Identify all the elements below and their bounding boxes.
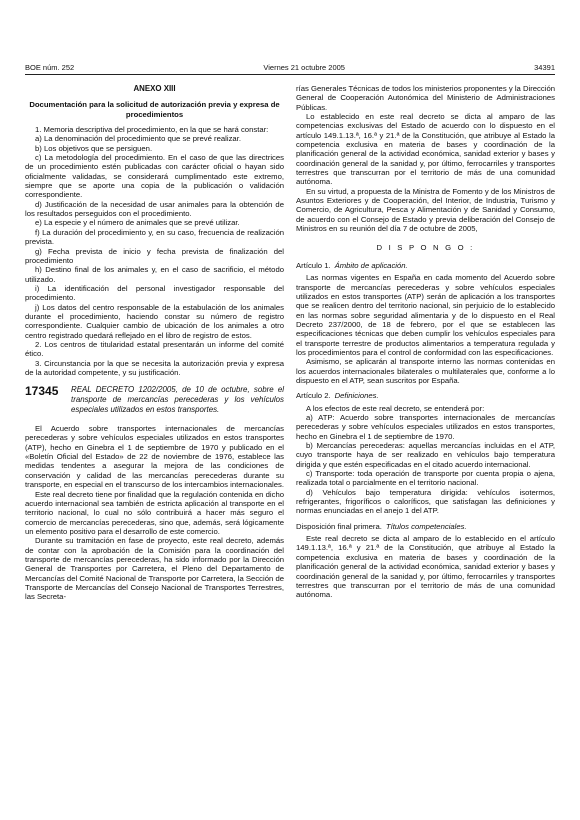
annex-paragraph: f) La duración del procedimiento y, en su caso, frecuencia de realización prevista. (25, 227, 284, 247)
decree-title: REAL DECRETO 1202/2005, de 10 de octubre, sobre el transporte de mercancías perecederas y los vehículos especiales utilizados en estos transportes. (71, 385, 284, 414)
article-1-label: Artículo 1. (296, 260, 331, 270)
article-1-paragraph: Asimismo, se aplicarán al transporte interno las normas contenidas en los acuerdos internacionales bilaterales o multilaterales que, conforme a lo dispuesto en el ATP, sean suscritos por España. (296, 357, 555, 385)
body-paragraph: Este real decreto tiene por finalidad que la regulación contenida en dicho acuerdo internacional sea también de estricta aplicación al transporte en el territorio nacional, lo cual no sólo contribuirá a hacer más seguro el comercio de mercancías perecederas, sino que, además, será lógicamente un elemento positivo para el desarrollo de este comercio. (25, 489, 284, 536)
annex-paragraph: 3. Circunstancia por la que se necesita la autorización previa y expresa de la autoridad competente, y su justificación. (25, 358, 284, 377)
annex-title: ANEXO XIII (133, 84, 176, 93)
article-2-label: Artículo 2. (296, 391, 331, 401)
annex-paragraph: 2. Los centros de titularidad estatal presentarán un informe del comité ético. (25, 339, 284, 359)
header-date: Viernes 21 octubre 2005 (263, 63, 345, 72)
right-column (296, 84, 555, 600)
article-1-heading (296, 261, 555, 270)
body-paragraph: Durante su tramitación en fase de proyecto, este real decreto, además de contar con la aprobación de la Comisión para la coordinación del transporte de mercancías perecederas, ha sido informado por la Dirección General de Transportes por Carretera, el Pleno del Departamento de Mercancías del Comité Nacional de Transporte por Carretera, la Sección de Transporte de Mercancías del Consejo Nacional de Transportes Terrestres, las Secreta- (25, 536, 284, 602)
final-provision-paragraph: Este real decreto se dicta al amparo de lo establecido en el artículo 149.1.13.ª, 16.ª y 21.ª de la Constitución, que atribuye al Estado la competencia exclusiva en materia de bases y coordinación de la planificación general de la actividad económica, sanidad exterior y bases y coordinación general de la sanidad y, por último, ferrocarriles y transportes terrestres que transcurran por el territorio de más de una comunidad autónoma. (296, 534, 555, 600)
article-2-paragraph: a) ATP: Acuerdo sobre transportes internacionales de mercancías perecederas y sobre vehículos especiales utilizados en estos transportes, hecho en Ginebra el 1 de septiembre de 1970. (296, 413, 555, 441)
annex-paragraph: e) La especie y el número de animales que se prevé utilizar. (35, 218, 240, 228)
article-2-title: Definiciones. (334, 391, 379, 401)
decree-number: 17345 (25, 384, 59, 399)
article-1-paragraph: Las normas vigentes en España en cada momento del Acuerdo sobre transporte de mercancías perecederas y sobre vehículos especiales utilizados en estos transportes (ATP) serán de aplicación a los transportes que se realicen dentro del territorio nacional, sin perjuicio de lo establecido en las normas sobre seguridad alimentaria y de lo dispuesto en el Real Decreto 237/2000, de 18 de febrero, por el que se establecen las especificaciones técnicas que deben cumplir los vehículos especiales para el transporte terrestre de productos alimentarios a temperatura regulada y los procedimientos para el control de conformidad con las especificaciones. (296, 273, 555, 357)
annex-paragraph: j) Los datos del centro responsable de la estabulación de los animales durante el procedimiento, haciendo constar su número de registro correspondiente. Cualquier cambio de ubicación de los animales a otro centro registrado quedará reflejado en el libro de registro de estos. (25, 302, 284, 340)
body-paragraph: El Acuerdo sobre transportes internacionales de mercancías perecederas y sobre vehículos especiales utilizados en estos transportes (ATP), hecho en Ginebra el 1 de septiembre de 1970 y publicado en el «Boletín Oficial del Estado» de 22 de noviembre de 1976, establece las medidas tendentes a asegurar la mejora de las condiciones de conservación y calidad de las mercancías perecederas durante su transporte, en especial en el transcurso de los intercambios internacionales. (25, 424, 284, 490)
annex-paragraph: g) Fecha prevista de inicio y fecha prevista de finalización del procedimiento (25, 246, 284, 265)
annex-paragraph: c) La metodología del procedimiento. En el caso de que las directrices de un procedimiento estén publicadas con carácter oficial o hayan sido oficialmente validadas, se considerará cumplimentado este extremo, siempre que se aporte una copia de la publicación o validación correspondiente. (25, 153, 284, 200)
article-1-title: Ámbito de aplicación. (334, 260, 408, 270)
annex-paragraph: i) La identificación del personal investigador responsable del procedimiento. (25, 283, 284, 303)
article-2-heading (296, 391, 555, 400)
dispongo-heading: D I S P O N G O : (376, 242, 475, 252)
final-provision-heading (296, 522, 555, 531)
body-paragraph: En su virtud, a propuesta de la Ministra de Fomento y de los Ministros de Asuntos Exteriores y de Cooperación, del Interior, de Industria, Turismo y Comercio, de Agricultura, Pesca y Alimentación y de Sanidad y Consumo, de acuerdo con el Consejo de Estado y previa deliberación del Consejo de Ministros en su reunión del día 7 de octubre de 2005, (296, 186, 555, 234)
body-paragraph: rías Generales Técnicas de todos los ministerios proponentes y la Dirección General de Cooperación Autonómica del Ministerio de Administraciones Públicas. (296, 84, 555, 112)
annex-paragraph: b) Los objetivos que se persiguen. (35, 143, 153, 153)
article-2-paragraph: A los efectos de este real decreto, se entenderá por: (306, 403, 485, 413)
decree-heading (25, 385, 284, 414)
annex-paragraph: d) Justificación de la necesidad de usar animales para la obtención de los resultados perseguidos con el procedimiento. (25, 199, 284, 219)
article-2-paragraph: d) Vehículos bajo temperatura dirigida: vehículos isotermos, refrigerantes, frigoríficos o caloríficos, que satisfagan las definiciones y normas enunciadas en el anejo 1 del ATP. (296, 487, 555, 516)
header-page-number: 34391 (534, 63, 555, 72)
annex-paragraph: a) La denominación del procedimiento que se prevé realizar. (35, 134, 241, 144)
left-column (25, 84, 284, 602)
body-paragraph: Lo establecido en este real decreto se dicta al amparo de las competencias exclusivas del Estado de acuerdo con lo dispuesto en el artículo 149.1.13.ª, 16.ª y 21.ª de la Constitución, que atribuye al Estado la competencia exclusiva en materia de bases y coordinación de la planificación general de la actividad económica, sanidad exterior y bases y coordinación general de la sanidad y, por último, ferrocarriles y transportes terrestres que transcurran por el territorio de más de una comunidad autónoma. (296, 112, 555, 187)
article-2-paragraph: c) Transporte: toda operación de transporte por cuenta propia o ajena, realizada total o parcialmente en el territorio nacional. (296, 469, 555, 488)
article-2-paragraph: b) Mercancías perecederas: aquellas mercancías incluidas en el ATP, cuyo transporte haya de ser realizado en vehículos bajo temperatura dirigida y que estén especificadas en el citado acuerdo internacional. (296, 441, 555, 469)
header-publication: BOE núm. 252 (25, 63, 75, 72)
final-provision-label: Disposición final primera. (296, 521, 382, 531)
header-rule (25, 74, 555, 75)
annex-paragraph: h) Destino final de los animales y, en el caso de sacrificio, el método utilizado. (25, 265, 284, 284)
annex-subtitle: Documentación para la solicitud de autorización previa y expresa de procedimientos (29, 100, 280, 119)
final-provision-title: Títulos competenciales. (385, 521, 467, 531)
annex-paragraph: 1. Memoria descriptiva del procedimiento, en la que se hará constar: (35, 125, 269, 135)
